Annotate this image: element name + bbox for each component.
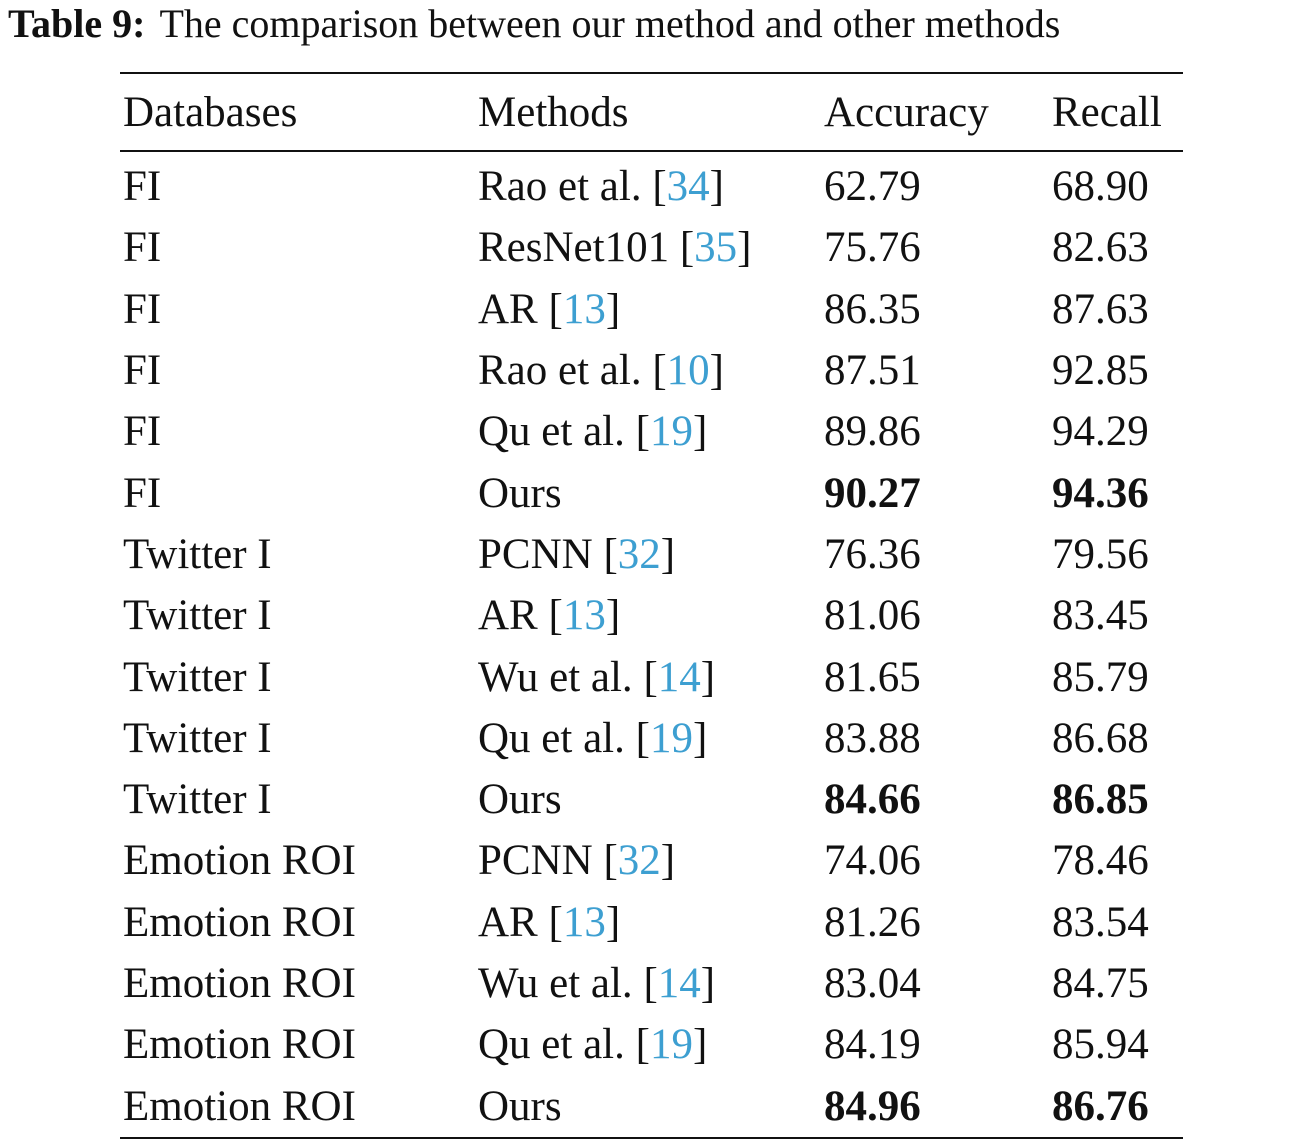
cell-database: Emotion ROI [123, 960, 356, 1007]
cell-database: Emotion ROI [123, 1082, 356, 1130]
cell-accuracy: 62.79 [824, 163, 921, 211]
method-name: Rao et al. [478, 347, 642, 395]
method-name: Ours [478, 1082, 562, 1130]
comparison-table [120, 74, 1183, 1137]
citation-link[interactable]: 19 [649, 714, 693, 762]
citation-link[interactable]: 32 [617, 837, 661, 885]
cell-database: Twitter I [123, 530, 272, 578]
cell-accuracy: 89.86 [824, 408, 921, 456]
header-accuracy: Accuracy [824, 74, 1052, 151]
cell-accuracy: 84.66 [824, 776, 921, 824]
cell-database: Emotion ROI [123, 898, 356, 946]
cell-database: FI [123, 408, 162, 456]
table-row [120, 892, 1183, 953]
citation-link[interactable]: 19 [649, 408, 693, 456]
cell-accuracy: 75.76 [824, 224, 921, 272]
cell-accuracy: 84.96 [824, 1082, 921, 1130]
citation-link[interactable]: 13 [562, 285, 606, 333]
method-name: Ours [478, 469, 562, 517]
cell-method: AR [13] [478, 898, 621, 946]
cell-accuracy: 76.36 [824, 530, 921, 578]
cell-recall: 79.56 [1052, 530, 1149, 578]
table-row [120, 708, 1183, 769]
table-row [120, 217, 1183, 278]
method-name: PCNN [478, 530, 593, 578]
cell-accuracy: 74.06 [824, 837, 921, 885]
cell-recall: 83.54 [1052, 898, 1149, 946]
cell-method [478, 769, 824, 830]
cell-accuracy: 84.19 [824, 1021, 921, 1069]
cell-accuracy: 87.51 [824, 347, 921, 395]
citation-link[interactable]: 14 [657, 653, 701, 701]
table-body [120, 151, 1183, 1137]
cell-database: Twitter I [123, 776, 272, 824]
method-name: Ours [478, 776, 562, 824]
cell-database: FI [123, 285, 162, 333]
cell-recall: 86.85 [1052, 776, 1149, 824]
bottom-rule [120, 1137, 1183, 1139]
cell-recall: 92.85 [1052, 347, 1149, 395]
cell-method: PCNN [32] [478, 530, 676, 578]
table-caption [8, 0, 1292, 48]
cell-accuracy: 81.26 [824, 898, 921, 946]
cell-accuracy: 81.65 [824, 653, 921, 701]
cell-database: Emotion ROI [123, 1021, 356, 1069]
cell-accuracy: 86.35 [824, 285, 921, 333]
cell-accuracy: 90.27 [824, 469, 921, 517]
cell-method: ResNet101 [35] [478, 224, 752, 272]
cell-method: Qu et al. [19] [478, 714, 708, 762]
caption-text: The comparison between our method and other methods [159, 1, 1061, 46]
method-name: Qu et al. [478, 1021, 625, 1069]
cell-recall: 86.76 [1052, 1082, 1149, 1130]
cell-recall: 84.75 [1052, 960, 1149, 1007]
table-row [120, 953, 1183, 1014]
cell-method: Qu et al. [19] [478, 1021, 708, 1069]
cell-method: AR [13] [478, 285, 621, 333]
header-methods: Methods [478, 74, 824, 151]
cell-method: Wu et al. [14] [478, 653, 716, 701]
method-name: Wu et al. [478, 960, 633, 1007]
table-row [120, 646, 1183, 707]
cell-recall: 85.94 [1052, 1021, 1149, 1069]
cell-database: FI [123, 347, 162, 395]
table-row [120, 279, 1183, 340]
citation-link[interactable]: 13 [562, 592, 606, 640]
cell-database: Emotion ROI [123, 837, 356, 885]
cell-database: FI [123, 224, 162, 272]
comparison-table-container [120, 72, 1183, 1139]
cell-recall: 94.36 [1052, 469, 1149, 517]
cell-recall: 82.63 [1052, 224, 1149, 272]
header-databases: Databases [120, 74, 478, 151]
cell-recall: 83.45 [1052, 592, 1149, 640]
cell-recall: 85.79 [1052, 653, 1149, 701]
method-name: PCNN [478, 837, 593, 885]
table-row [120, 1014, 1183, 1075]
cell-database: Twitter I [123, 592, 272, 640]
citation-link[interactable]: 10 [666, 347, 710, 395]
cell-method: Rao et al. [34] [478, 163, 724, 211]
header-recall: Recall [1052, 74, 1183, 151]
cell-recall: 78.46 [1052, 837, 1149, 885]
citation-link[interactable]: 13 [562, 898, 606, 946]
table-row [120, 151, 1183, 217]
cell-method [478, 1075, 824, 1136]
citation-link[interactable]: 14 [657, 960, 701, 1007]
cell-recall: 87.63 [1052, 285, 1149, 333]
cell-method: Wu et al. [14] [478, 960, 716, 1007]
citation-link[interactable]: 35 [694, 224, 738, 272]
method-name: AR [478, 592, 538, 640]
cell-database: Twitter I [123, 653, 272, 701]
table-row [120, 585, 1183, 646]
cell-accuracy: 83.04 [824, 960, 921, 1007]
method-name: Qu et al. [478, 408, 625, 456]
method-name: Qu et al. [478, 714, 625, 762]
method-name: AR [478, 285, 538, 333]
table-row [120, 401, 1183, 462]
cell-method: PCNN [32] [478, 837, 676, 885]
citation-link[interactable]: 19 [649, 1021, 693, 1069]
cell-recall: 86.68 [1052, 714, 1149, 762]
method-name: AR [478, 898, 538, 946]
table-row [120, 769, 1183, 830]
cell-accuracy: 83.88 [824, 714, 921, 762]
citation-link[interactable]: 34 [666, 163, 710, 211]
table-row [120, 830, 1183, 891]
cell-database: Twitter I [123, 714, 272, 762]
method-name: Rao et al. [478, 163, 642, 211]
cell-recall: 94.29 [1052, 408, 1149, 456]
cell-method: Qu et al. [19] [478, 408, 708, 456]
cell-database: FI [123, 469, 162, 517]
table-row [120, 1075, 1183, 1136]
cell-method [478, 462, 824, 523]
caption-label: Table 9: [8, 1, 146, 46]
cell-accuracy: 81.06 [824, 592, 921, 640]
method-name: ResNet101 [478, 224, 670, 272]
citation-link[interactable]: 32 [617, 530, 661, 578]
table-header-row [120, 74, 1183, 151]
cell-method: Rao et al. [10] [478, 347, 724, 395]
cell-database: FI [123, 163, 162, 211]
method-name: Wu et al. [478, 653, 633, 701]
cell-recall: 68.90 [1052, 163, 1149, 211]
table-row [120, 462, 1183, 523]
cell-method: AR [13] [478, 592, 621, 640]
table-row [120, 340, 1183, 401]
table-row [120, 524, 1183, 585]
